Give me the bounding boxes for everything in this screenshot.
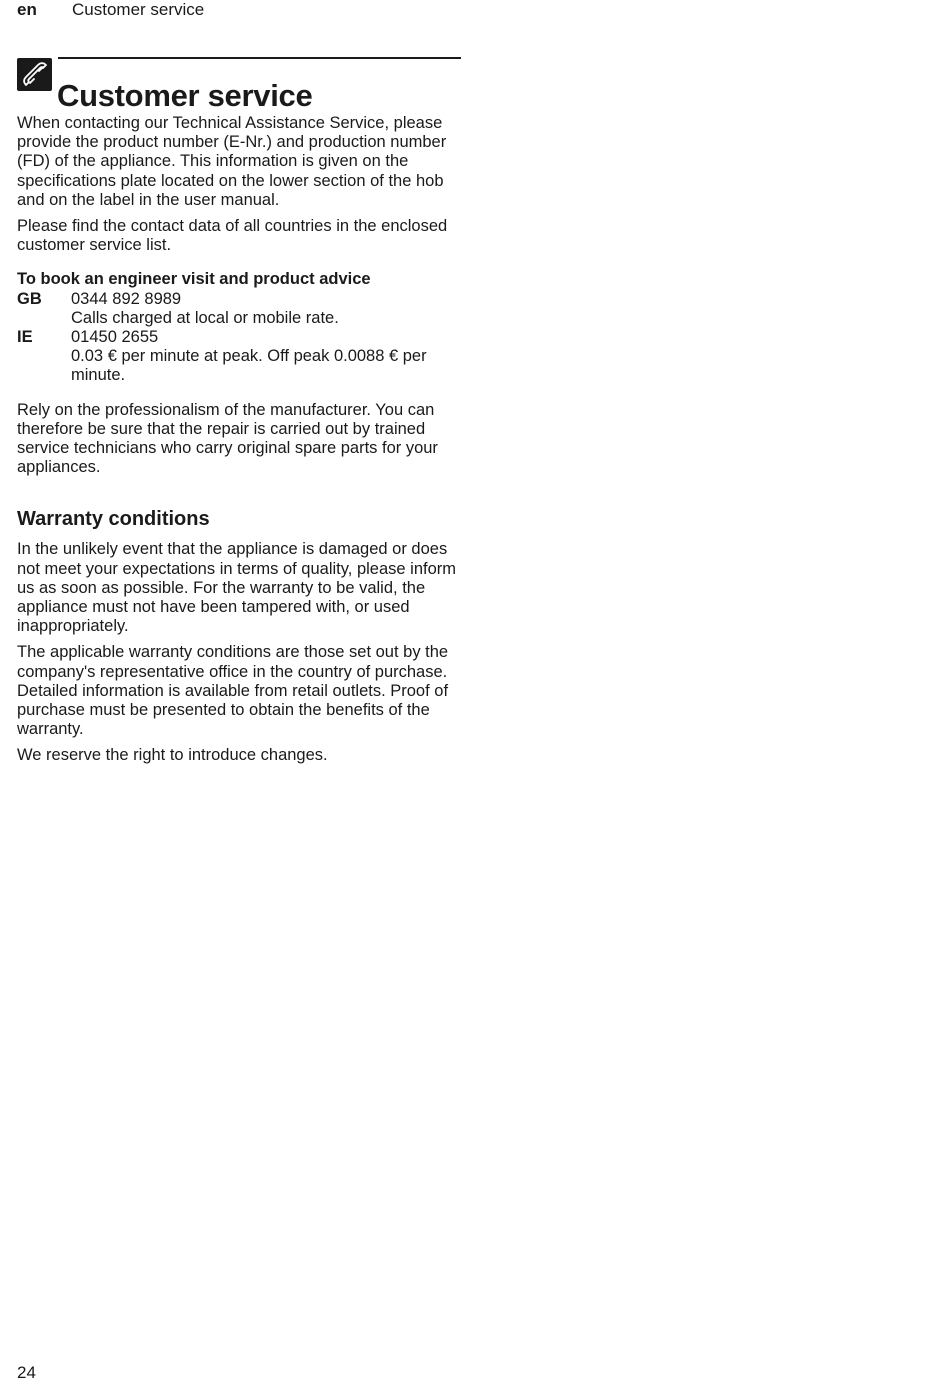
contact-details bbox=[71, 328, 462, 386]
contact-row-gb bbox=[17, 290, 462, 328]
professionalism-paragraph: Rely on the professionalism of the manufacturer. You can therefore be sure that the repair is carried out by trained service technicians who carry original spare parts for your appliances. bbox=[17, 400, 438, 477]
booking-heading: To book an engineer visit and product advice bbox=[17, 270, 371, 289]
contact-table bbox=[17, 290, 462, 386]
warranty-paragraph: In the unlikely event that the appliance is damaged or does not meet your expectations in terms of quality, please inform us as soon as possible. For the warranty to be valid, the appliance must not have been tampered with, or used inappropriately. bbox=[17, 540, 456, 636]
call-rate-note: 0.03 € per minute at peak. Off peak 0.0088 € per minute. bbox=[71, 347, 427, 385]
language-code: en bbox=[17, 0, 37, 19]
country-code: GB bbox=[17, 289, 42, 308]
page-number: 24 bbox=[17, 1363, 36, 1382]
contact-data-paragraph: Please find the contact data of all countries in the enclosed customer service list. bbox=[17, 217, 448, 255]
page-title: Customer service bbox=[57, 77, 313, 113]
phone-number: 01450 2655 bbox=[71, 328, 159, 347]
phone-number: 0344 892 8989 bbox=[71, 289, 182, 308]
running-header-section: Customer service bbox=[72, 0, 205, 19]
country-code: IE bbox=[17, 328, 33, 347]
warranty-paragraph: The applicable warranty conditions are those set out by the company's representative office in the country of purchase. Detailed information is available from retail outlets. Proof of purchase must be presented to obtain the benefits of the warranty. bbox=[17, 643, 449, 739]
running-header bbox=[17, 0, 204, 19]
telephone-icon bbox=[17, 58, 52, 91]
intro-paragraph: When contacting our Technical Assistance Service, please provide the product number (E-Nr.) and production number (FD) of the appliance. This information is given on the specifications plate located on the lower section of the hob and on the label in the user manual. bbox=[17, 114, 447, 209]
contact-details bbox=[71, 290, 462, 328]
warranty-heading: Warranty conditions bbox=[17, 508, 210, 531]
title-rule bbox=[58, 57, 461, 59]
document-body bbox=[17, 114, 462, 773]
call-rate-note: Calls charged at local or mobile rate. bbox=[71, 308, 339, 327]
changes-notice: We reserve the right to introduce changes. bbox=[17, 746, 328, 765]
contact-row-ie bbox=[17, 328, 462, 386]
